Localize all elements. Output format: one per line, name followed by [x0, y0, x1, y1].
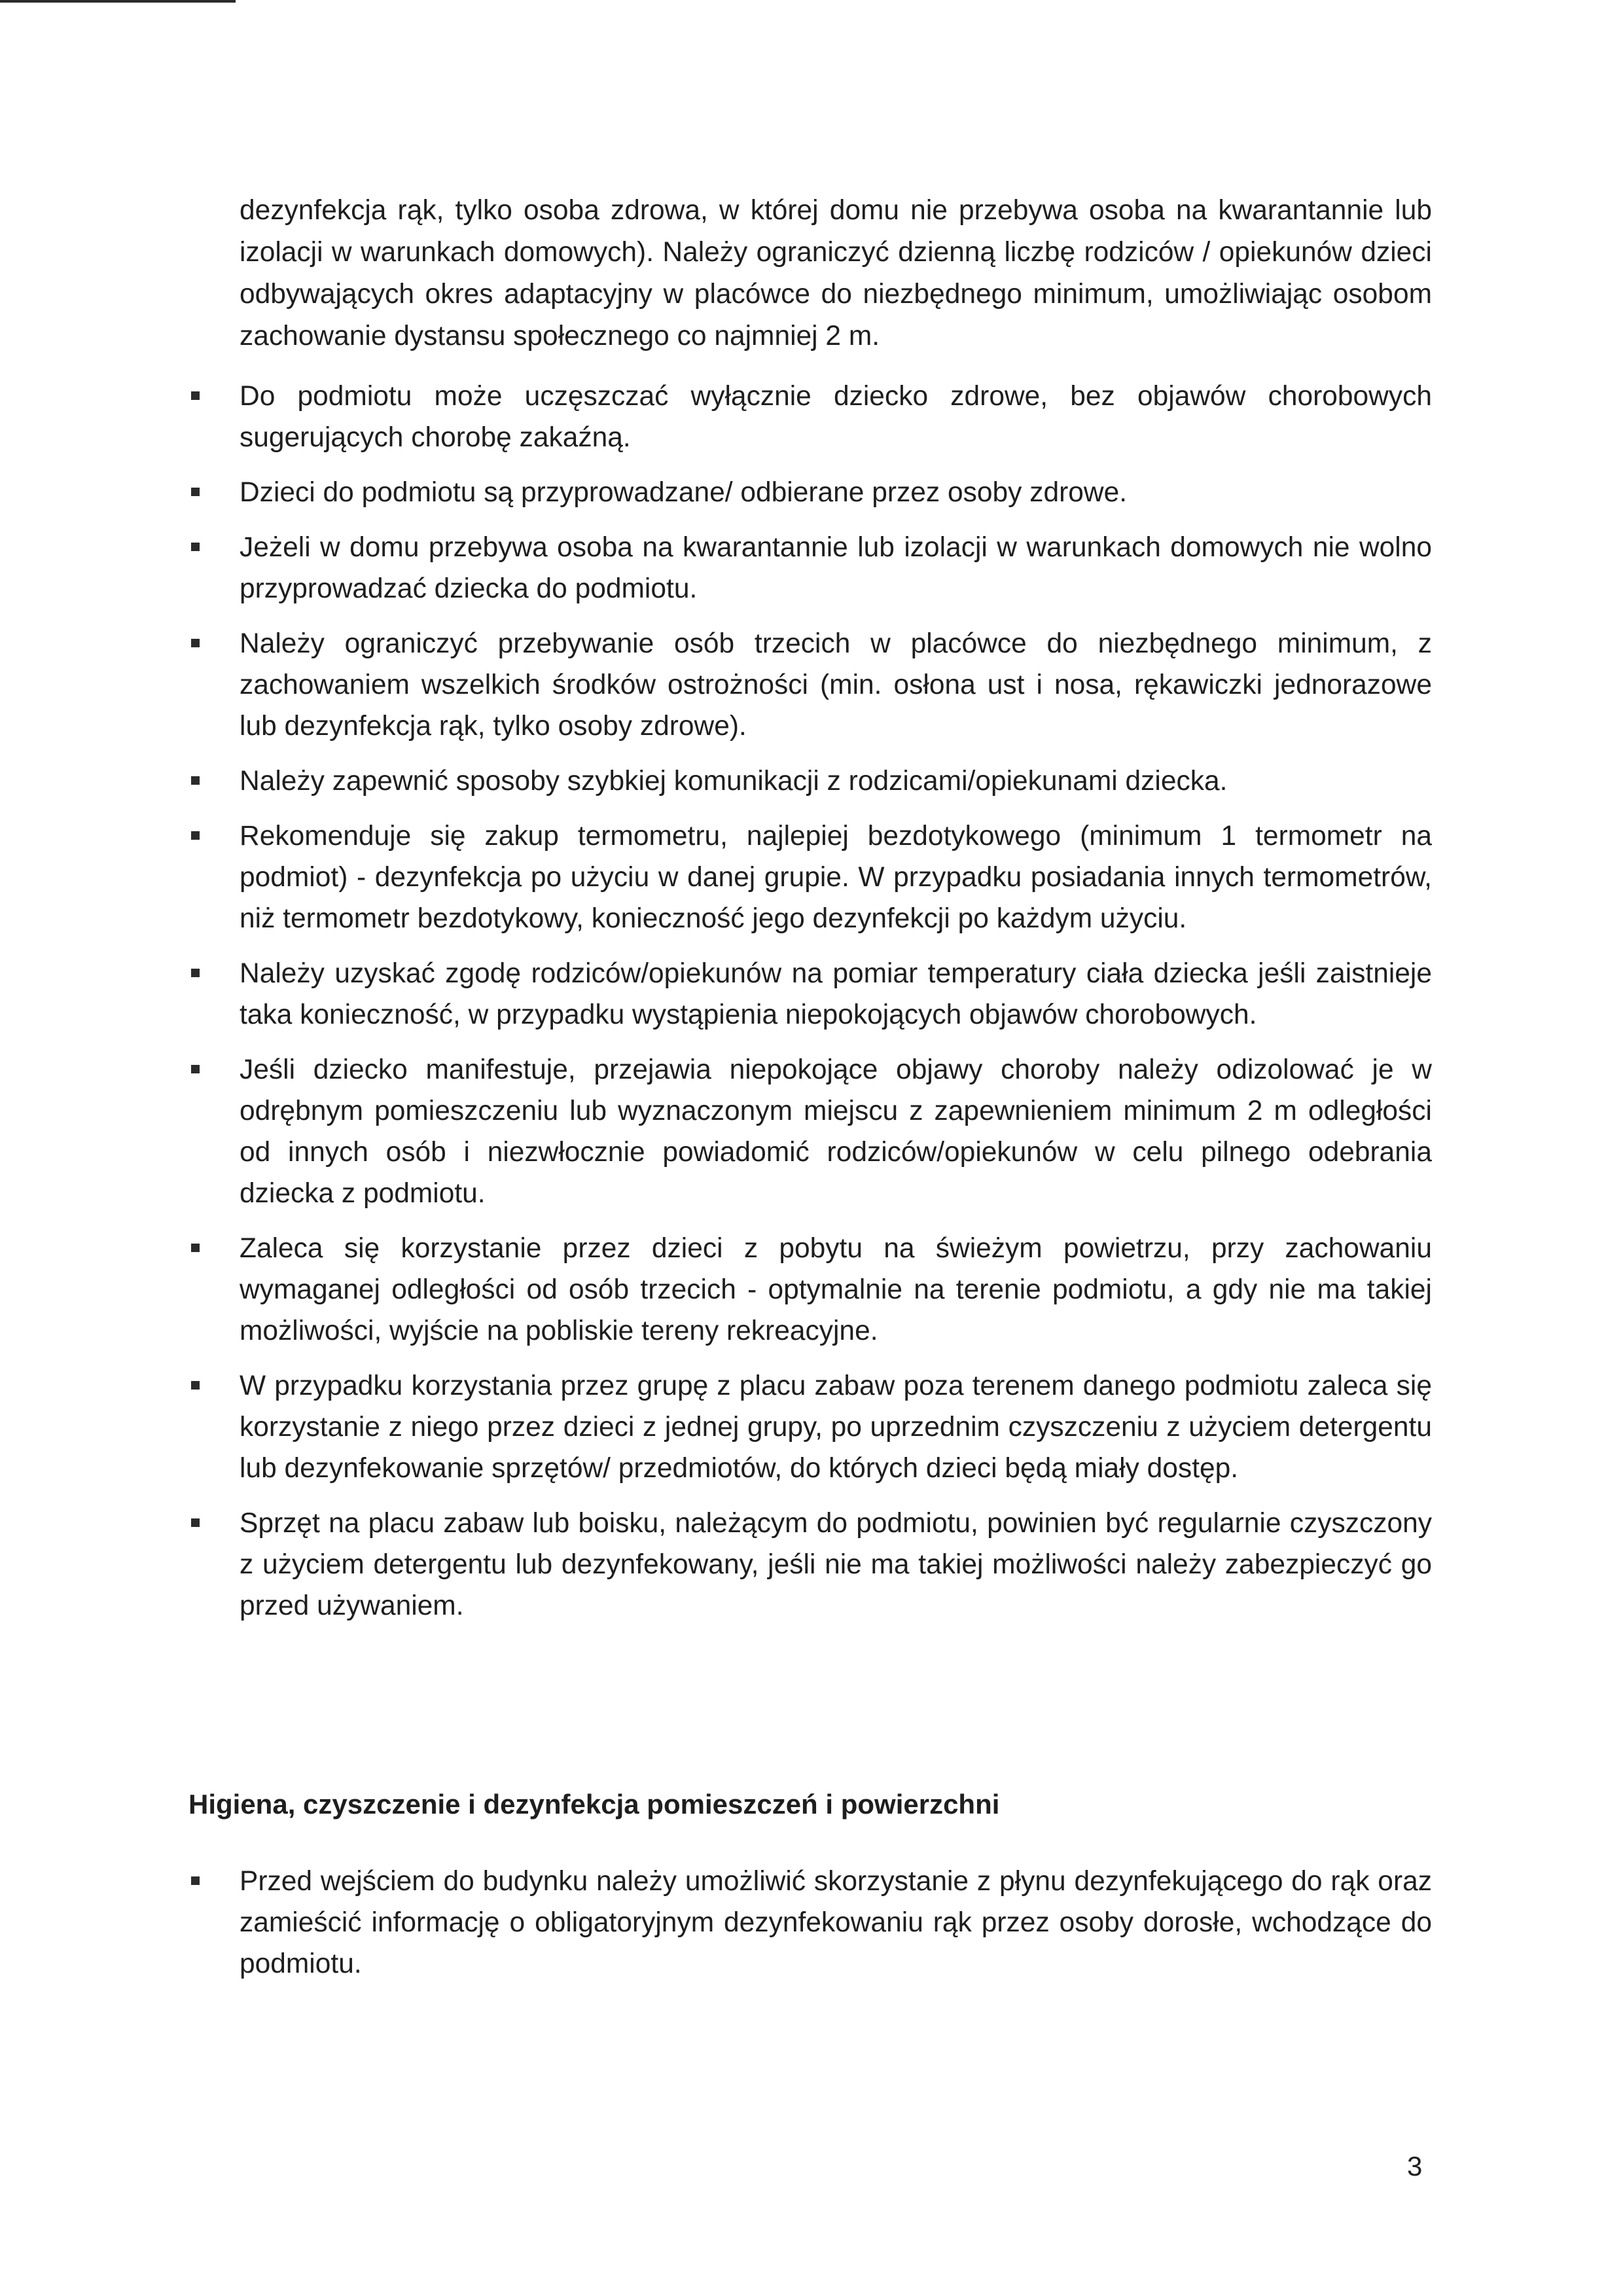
bullet-icon [191, 831, 200, 840]
list-item-text: Zaleca się korzystanie przez dzieci z pobytu na świeżym powietrzu, przy zachowaniu wymaganej odległości od osób trzecich - optymalnie na terenie podmiotu, a gdy nie ma takiej możliwości, wyjście na pobliskie tereny rekreacyjne. [240, 1233, 1432, 1346]
bullet-icon [191, 1518, 200, 1527]
list-item [188, 623, 1432, 747]
lead-paragraph: dezynfekcja rąk, tylko osoba zdrowa, w której domu nie przebywa osoba na kwarantannie lub izolacji w warunkach domowych). Należy ograniczyć dzienną liczbę rodziców / opiekunów dzieci odbywających okres adaptacyjny w placówce do niezbędnego minimum, umożliwiając osobom zachowanie dystansu społecznego co najmniej 2 m. [240, 195, 1432, 351]
list-item-text: Należy ograniczyć przebywanie osób trzecich w placówce do niezbędnego minimum, z zachowaniem wszelkich środków ostrożności (min. osłona ust i nosa, rękawiczki jednorazowe lub dezynfekcja rąk, tylko osoby zdrowe). [240, 628, 1432, 742]
list-item-text: Należy zapewnić sposoby szybkiej komunikacji z rodzicami/opiekunami dziecka. [240, 766, 1228, 797]
bullet-icon [191, 1244, 200, 1252]
section-heading: Higiena, czyszczenie i dezynfekcja pomieszczeń i powierzchni [188, 1789, 1000, 1820]
list-item [188, 1365, 1432, 1489]
section-bullet-list [188, 1861, 1432, 1984]
list-item-text: Jeśli dziecko manifestuje, przejawia niepokojące objawy choroby należy odizolować je w odrębnym pomieszczeniu lub wyznaczonym miejscu z zapewnieniem minimum 2 m odległości od innych osób i niezwłocznie powiadomić rodziców/opiekunów w celu pilnego odebrania dziecka z podmiotu. [240, 1054, 1432, 1209]
list-item [188, 761, 1432, 802]
bullet-icon [191, 639, 200, 647]
list-item [188, 1049, 1432, 1214]
list-item-text: Rekomenduje się zakup termometru, najlepiej bezdotykowego (minimum 1 termometr na podmiot) - dezynfekcja po użyciu w danej grupie. W przypadku posiadania innych termometrów, niż termometr bezdotykowy, konieczność jego dezynfekcji po każdym użyciu. [240, 821, 1432, 934]
bullet-icon [191, 776, 200, 785]
bullet-icon [191, 1381, 200, 1390]
bullet-icon [191, 488, 200, 496]
list-item-text: Należy uzyskać zgodę rodziców/opiekunów na pomiar temperatury ciała dziecka jeśli zaistnieje taka konieczność, w przypadku wystąpienia niepokojących objawów chorobowych. [240, 958, 1432, 1030]
bullet-icon [191, 391, 200, 400]
list-item [188, 376, 1432, 458]
list-item-text: W przypadku korzystania przez grupę z placu zabaw poza terenem danego podmiotu zaleca się korzystanie z niego przez dzieci z jednej grupy, po uprzednim czyszczeniu z użyciem detergentu lub dezynfekowanie sprzętów/ przedmiotów, do których dzieci będą miały dostęp. [240, 1371, 1432, 1484]
list-item [188, 527, 1432, 609]
list-item-text: Do podmiotu może uczęszczać wyłącznie dziecko zdrowe, bez objawów chorobowych sugerujących chorobę zakaźną. [240, 381, 1432, 453]
list-item [188, 1861, 1432, 1984]
bullet-icon [191, 969, 200, 977]
page-number: 3 [1407, 2151, 1423, 2181]
list-item [188, 953, 1432, 1035]
list-item [188, 1503, 1432, 1626]
bullet-list [188, 376, 1432, 1626]
list-item-text: Sprzęt na placu zabaw lub boisku, należącym do podmiotu, powinien być regularnie czyszczony z użyciem detergentu lub dezynfekowany, jeśli nie ma takiej możliwości należy zabezpieczyć go przed używaniem. [240, 1508, 1432, 1621]
list-item [188, 1228, 1432, 1352]
list-item-text: Przed wejściem do budynku należy umożliwić skorzystanie z płynu dezynfekującego do rąk oraz zamieścić informację o obligatoryjnym dezynfekowaniu rąk przez osoby dorosłe, wchodzące do podmiotu. [240, 1866, 1432, 1979]
list-item [188, 816, 1432, 939]
list-item-text: Jeżeli w domu przebywa osoba na kwarantannie lub izolacji w warunkach domowych nie wolno przyprowadzać dziecka do podmiotu. [240, 532, 1432, 604]
bullet-icon [191, 543, 200, 551]
list-item-text: Dzieci do podmiotu są przyprowadzane/ odbierane przez osoby zdrowe. [240, 477, 1128, 508]
bullet-icon [191, 1065, 200, 1073]
list-item [188, 472, 1432, 513]
scan-edge-mark [0, 0, 236, 3]
bullet-icon [191, 1876, 200, 1885]
document-page [188, 190, 1432, 1998]
